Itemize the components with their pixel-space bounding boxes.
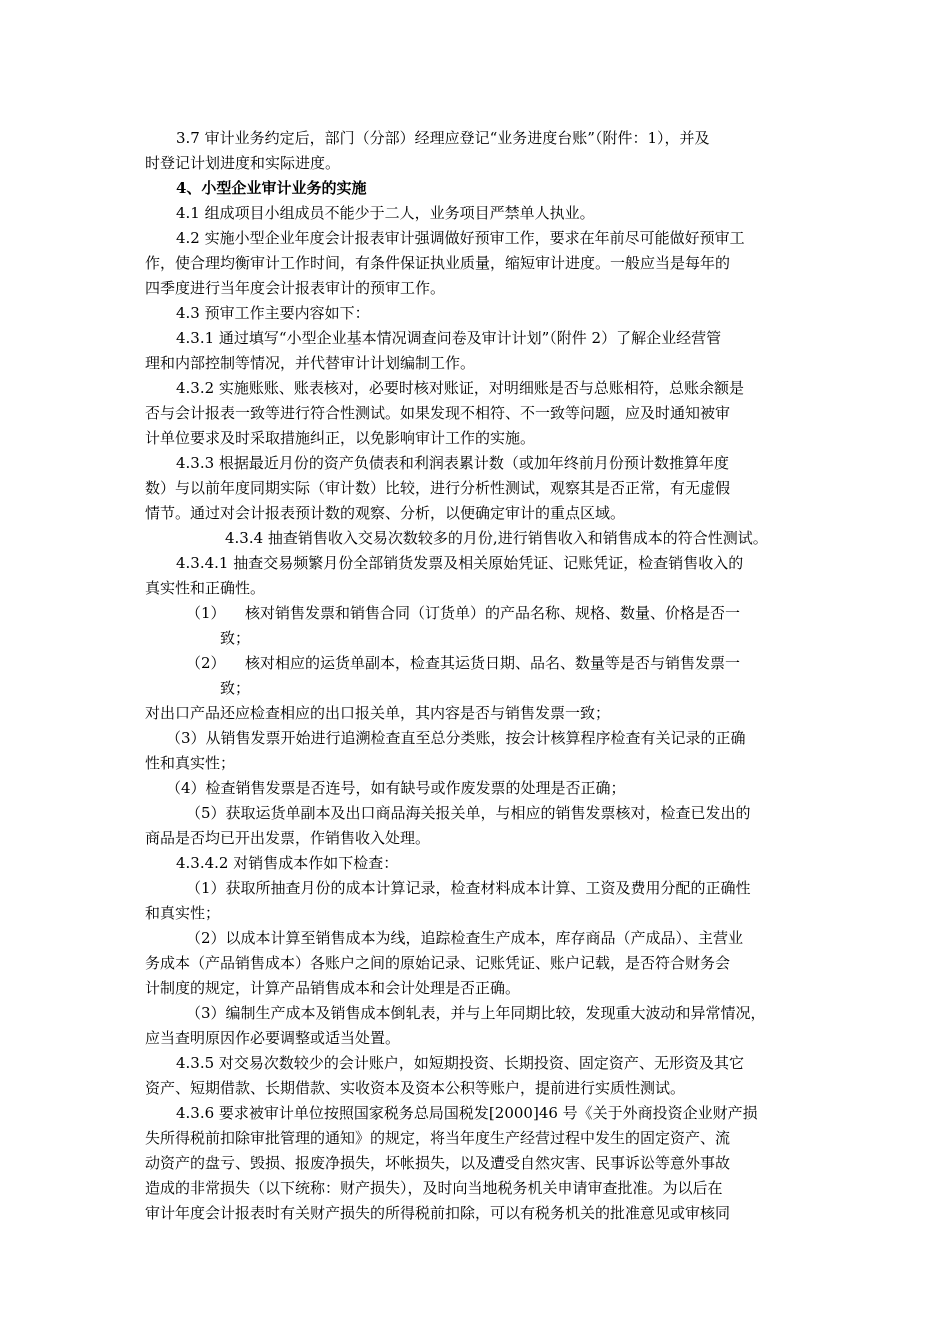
text-line: 情节。通过对会计报表预计数的观察、分析，以便确定审计的重点区域。 xyxy=(145,504,626,522)
text-line: 商品是否均已开出发票，作销售收入处理。 xyxy=(145,829,431,847)
text-line: 理和内部控制等情况，并代替审计计划编制工作。 xyxy=(145,354,476,372)
text-line: 应当查明原因作必要调整或适当处置。 xyxy=(145,1029,401,1047)
text-line: 4.3.2 实施账账、账表核对，必要时核对账证，对明细账是否与总账相符，总账余额是 xyxy=(176,379,744,397)
text-line: 计制度的规定，计算产品销售成本和会计处理是否正确。 xyxy=(145,979,521,997)
text-line: 和真实性； xyxy=(145,904,221,922)
text-line: 资产、短期借款、长期借款、实收资本及资本公积等账户，提前进行实质性测试。 xyxy=(145,1079,686,1097)
text-line: 审计年度会计报表时有关财产损失的所得税前扣除，可以有税务机关的批准意见或审核同 xyxy=(145,1204,731,1222)
text-line: 致； xyxy=(220,679,251,697)
text-line: （1）获取所抽查月份的成本计算记录，检查材料成本计算、工资及费用分配的正确性 xyxy=(186,879,751,897)
text-line: 4.1 组成项目小组成员不能少于二人，业务项目严禁单人执业。 xyxy=(176,204,595,222)
text-line: 4.3.6 要求被审计单位按照国家税务总局国税发[2000]46 号《关于外商投资企业财产损 xyxy=(176,1104,758,1122)
text-line: 失所得税前扣除审批管理的通知》的规定，将当年度生产经营过程中发生的固定资产、流 xyxy=(145,1129,731,1147)
text-line: 核对销售发票和销售合同（订货单）的产品名称、规格、数量、价格是否一 xyxy=(245,604,741,622)
list-marker: （2） xyxy=(186,654,226,672)
text-line: 4.3.5 对交易次数较少的会计账户，如短期投资、长期投资、固定资产、无形资及其它 xyxy=(176,1054,744,1072)
text-line: 性和真实性； xyxy=(145,754,236,772)
text-line: 致； xyxy=(220,629,251,647)
text-line: 对出口产品还应检查相应的出口报关单，其内容是否与销售发票一致； xyxy=(145,704,611,722)
text-line: 否与会计报表一致等进行符合性测试。如果发现不相符、不一致等问题，应及时通知被审 xyxy=(145,404,731,422)
text-line: 4.3.4 抽查销售收入交易次数较多的月份,进行销售收入和销售成本的符合性测试。 xyxy=(225,529,768,547)
text-line: 4.3.1 通过填写“小型企业基本情况调查问卷及审计计划”（附件 2）了解企业经营管 xyxy=(176,329,722,347)
text-line: 计单位要求及时采取措施纠正，以免影响审计工作的实施。 xyxy=(145,429,536,447)
text-line: 作，使合理均衡审计工作时间，有条件保证执业质量，缩短审计进度。一般应当是每年的 xyxy=(145,254,731,272)
text-line: 4.3.3 根据最近月份的资产负债表和利润表累计数（或加年终前月份预计数推算年度 xyxy=(176,454,729,472)
section-heading: 4、小型企业审计业务的实施 xyxy=(176,179,367,197)
list-marker: （1） xyxy=(186,604,226,622)
text-line: 务成本（产品销售成本）各账户之间的原始记录、记账凭证、账户记载，是否符合财务会 xyxy=(145,954,731,972)
text-line: 造成的非常损失（以下统称：财产损失），及时向当地税务机关申请审查批准。为以后在 xyxy=(145,1179,723,1197)
text-line: 3.7 审计业务约定后，部门（分部）经理应登记“业务进度台账”（附件：1），并及 xyxy=(176,129,710,147)
text-line: 4.3 预审工作主要内容如下： xyxy=(176,304,370,322)
text-line: 动资产的盘亏、毁损、报废净损失，坏帐损失，以及遭受自然灾害、民事诉讼等意外事故 xyxy=(145,1154,731,1172)
text-line: 4.2 实施小型企业年度会计报表审计强调做好预审工作，要求在年前尽可能做好预审工 xyxy=(176,229,745,247)
text-line: 4.3.4.1 抽查交易频繁月份全部销货发票及相关原始凭证、记账凭证，检查销售收入的 xyxy=(176,554,744,572)
text-line: 核对相应的运货单副本，检查其运货日期、品名、数量等是否与销售发票一 xyxy=(245,654,741,672)
text-line: 4.3.4.2 对销售成本作如下检查： xyxy=(176,854,399,872)
text-line: 数）与以前年度同期实际（审计数）比较，进行分析性测试，观察其是否正常，有无虚假 xyxy=(145,479,731,497)
text-line: 四季度进行当年度会计报表审计的预审工作。 xyxy=(145,279,446,297)
text-line: （2）以成本计算至销售成本为线，追踪检查生产成本，库存商品（产成品）、主营业 xyxy=(186,929,744,947)
text-line: （3）编制生产成本及销售成本倒轧表，并与上年同期比较，发现重大波动和异常情况， xyxy=(186,1004,766,1022)
text-line: 真实性和正确性。 xyxy=(145,579,266,597)
text-line: 时登记计划进度和实际进度。 xyxy=(145,154,341,172)
text-line: （3）从销售发票开始进行追溯检查直至总分类账，按会计核算程序检查有关记录的正确 xyxy=(166,729,746,747)
text-line: （4）检查销售发票是否连号，如有缺号或作废发票的处理是否正确； xyxy=(166,779,626,797)
text-line: （5）获取运货单副本及出口商品海关报关单，与相应的销售发票核对，检查已发出的 xyxy=(186,804,751,822)
